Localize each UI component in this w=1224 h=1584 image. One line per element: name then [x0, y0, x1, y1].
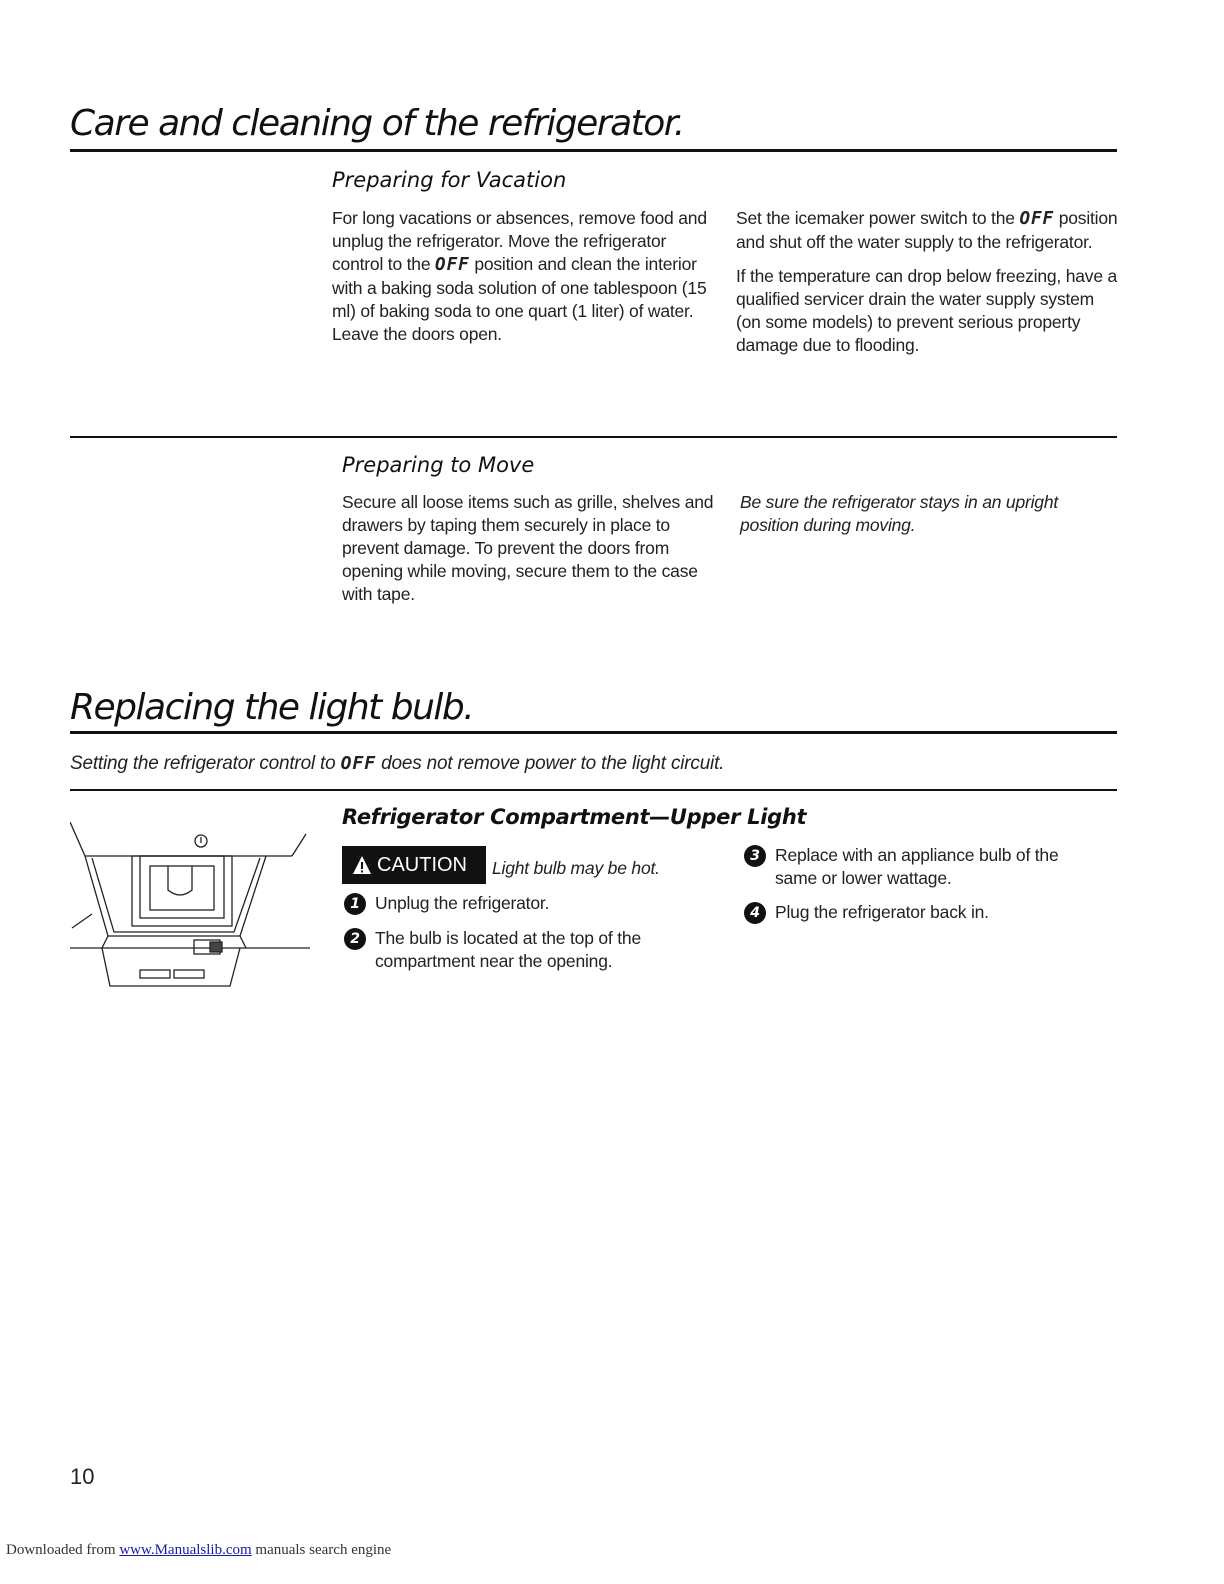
- step-text: Replace with an appliance bulb of the same or lower wattage.: [775, 845, 1059, 888]
- section-divider: [70, 436, 1117, 438]
- subheading-preparing-vacation: Preparing for Vacation: [332, 168, 567, 192]
- icemaker-paragraph: Set the icemaker power switch to the OFF position and shut off the water supply to the refrigerator.: [736, 208, 1118, 252]
- section-title-light-bulb: Replacing the light bulb.: [70, 687, 474, 728]
- step-item: [344, 892, 704, 915]
- step-item: [744, 844, 1094, 890]
- step-text: The bulb is located at the top of the compartment near the opening.: [375, 928, 641, 971]
- vacation-right-column: [736, 207, 1118, 368]
- step-item: [744, 901, 1094, 924]
- off-label: OFF: [340, 753, 377, 774]
- power-note: Setting the refrigerator control to OFF does not remove power to the light circuit.: [70, 753, 725, 774]
- caution-badge: [342, 846, 486, 884]
- title-rule: [70, 731, 1117, 734]
- step-number: 2: [344, 928, 366, 950]
- step-text: Plug the refrigerator back in.: [775, 902, 989, 922]
- freezing-paragraph: If the temperature can drop below freezing, have a qualified servicer drain the water supply system (on some models) to prevent serious property damage due to flooding.: [736, 266, 1118, 355]
- step-item: [344, 927, 684, 973]
- caution-label: CAUTION: [377, 853, 467, 876]
- off-label: OFF: [435, 255, 470, 275]
- step-number: 3: [744, 845, 766, 867]
- step-number: 4: [744, 902, 766, 924]
- off-label: OFF: [1019, 209, 1055, 229]
- step-text: Unplug the refrigerator.: [375, 893, 550, 913]
- page-number: 10: [70, 1464, 95, 1489]
- manualslib-link[interactable]: www.Manualslib.com: [119, 1542, 252, 1558]
- subheading-preparing-move: Preparing to Move: [342, 453, 535, 477]
- caution-text: Light bulb may be hot.: [492, 858, 660, 878]
- move-right-paragraph: Be sure the refrigerator stays in an upright position during moving.: [740, 492, 1059, 535]
- section-divider: [70, 789, 1117, 791]
- section-title-care-cleaning: Care and cleaning of the refrigerator.: [70, 103, 684, 144]
- vacation-left-paragraph: For long vacations or absences, remove food and unplug the refrigerator. Move the refrigerator control to the OFF position and clean the interior with a baking soda solution of one tablespoon (15 ml) of baking soda to one quart (1 liter) of water. Leave the doors open.: [332, 208, 707, 344]
- warning-icon: [352, 855, 372, 875]
- download-footer: Downloaded from www.Manualslib.com manuals search engine: [6, 1542, 392, 1558]
- step-number: 1: [344, 893, 366, 915]
- subheading-upper-light: Refrigerator Compartment—Upper Light: [342, 805, 807, 829]
- move-left-paragraph: Secure all loose items such as grille, shelves and drawers by taping them securely in place to prevent damage. To prevent the doors from opening while moving, secure them to the case with tape.: [342, 492, 714, 604]
- title-rule: [70, 149, 1117, 152]
- fridge-compartment-illustration: [70, 818, 310, 990]
